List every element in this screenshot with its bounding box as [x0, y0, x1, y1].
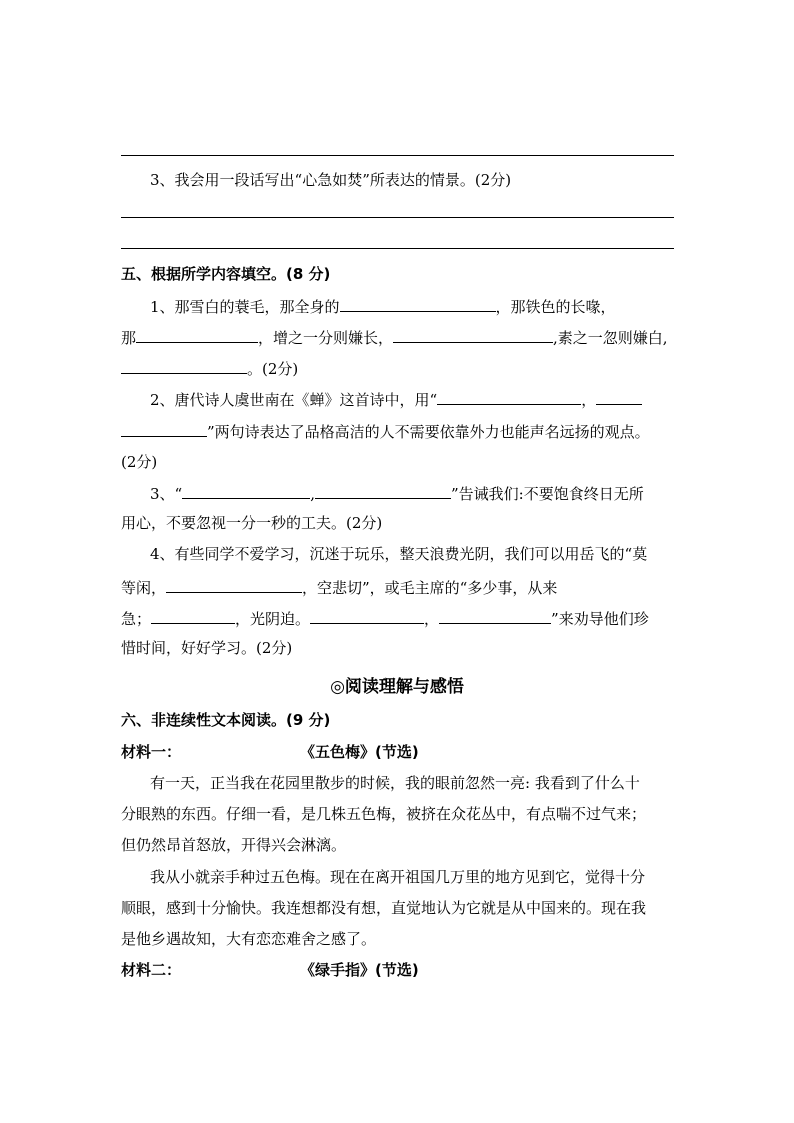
item-1-line-3 [121, 357, 298, 379]
fill-blank[interactable] [121, 420, 207, 437]
material-2-title: 《绿手指》(节选) [300, 961, 419, 979]
fill-blank[interactable] [340, 295, 496, 312]
item-1-text-b: ，那铁色的长喙， [495, 298, 616, 316]
item-3-line-2: 用心，不要忽视一分一秒的工夫。(2分) [121, 514, 383, 532]
item-1-text-e: ,素之一忽则嫌白, [553, 329, 668, 347]
passage-1-line-2: 分眼熟的东西。仔细一看，是几株五色梅，被挤在众花丛中，有点喘不过气来； [121, 805, 647, 823]
answer-line [121, 248, 674, 249]
passage-2-line-2: 顺眼，感到十分愉快。我连想都没有想，直觉地认为它就是从中国来的。现在我 [121, 899, 647, 917]
material-1-label: 材料一： [121, 743, 182, 761]
fill-blank[interactable] [182, 482, 310, 499]
answer-line [121, 217, 674, 218]
passage-2-line-3: 是他乡遇故知，大有恋恋难舍之感了。 [121, 930, 377, 948]
material-2-label: 材料二： [121, 961, 182, 979]
reading-section-title: ◎阅读理解与感悟 [330, 677, 464, 697]
item-2-text-c: ”两句诗表达了品格高洁的人不需要依靠外力也能声名远扬的观点。 [207, 423, 650, 441]
fill-blank[interactable] [596, 388, 642, 405]
item-4-line-1: 4、有些同学不爱学习，沉迷于玩乐，整天浪费光阴，我们可以用岳飞的“莫 [150, 545, 648, 563]
section-6-heading: 六、非连续性文本阅读。(9 分) [121, 711, 331, 729]
item-4-line-2 [121, 576, 557, 598]
item-2-line-3: (2分) [121, 453, 158, 471]
item-4-text-g: ”来劝导他们珍 [551, 610, 649, 628]
fill-blank[interactable] [437, 388, 581, 405]
fill-blank[interactable] [151, 607, 235, 624]
fill-blank[interactable] [310, 607, 424, 624]
item-4-line-4: 惜时间，好好学习。(2分) [121, 639, 293, 657]
item-1-line-1 [150, 295, 616, 317]
passage-1-line-3: 但仍然昂首怒放，开得兴会淋漓。 [121, 836, 347, 854]
fill-blank[interactable] [439, 607, 551, 624]
material-1-title: 《五色梅》(节选) [300, 743, 419, 761]
passage-2-line-1: 我从小就亲手种过五色梅。现在在离开祖国几万里的地方见到它，觉得十分 [150, 868, 646, 886]
item-1-text-d: ，增之一分则嫌长， [258, 329, 394, 347]
item-4-text-b: 等闲， [121, 579, 167, 597]
item-3-text-b: , [310, 485, 315, 503]
question-3: 3、我会用一段话写出“心急如焚”所表达的情景。(2分) [150, 171, 512, 189]
item-1-text-f: 。(2分) [247, 360, 299, 378]
item-1-line-2 [121, 326, 668, 348]
fill-blank[interactable] [121, 357, 247, 374]
item-4-text-c: ，空悲切”，或毛主席的“多少事，从来 [302, 579, 558, 597]
item-4-line-3 [121, 607, 649, 629]
fill-blank[interactable] [166, 576, 302, 593]
fill-blank[interactable] [136, 326, 258, 343]
item-2-text-a: 2、唐代诗人虞世南在《蝉》这首诗中，用“ [150, 391, 438, 409]
item-2-line-2 [121, 420, 650, 442]
item-4-text-d: 急； [121, 610, 152, 628]
item-1-text-c: 那 [121, 329, 137, 347]
item-4-text-e: ，光阴迫。 [235, 610, 311, 628]
passage-1-line-1: 有一天，正当我在花园里散步的时候，我的眼前忽然一亮: 我看到了什么十 [150, 774, 640, 792]
item-4-text-f: ， [424, 610, 440, 628]
item-3-text-c: ”告诫我们:不要饱食终日无所 [451, 485, 644, 503]
fill-blank[interactable] [393, 326, 553, 343]
item-3-text-a: 3、“ [150, 485, 183, 503]
item-1-text-a: 1、那雪白的蓑毛，那全身的 [150, 298, 340, 316]
item-2-text-b: ， [581, 391, 597, 409]
answer-line [121, 155, 674, 156]
fill-blank[interactable] [315, 482, 451, 499]
item-2-line-1 [150, 388, 642, 410]
item-3-line-1 [150, 482, 644, 504]
section-5-heading: 五、根据所学内容填空。(8 分) [121, 265, 331, 283]
